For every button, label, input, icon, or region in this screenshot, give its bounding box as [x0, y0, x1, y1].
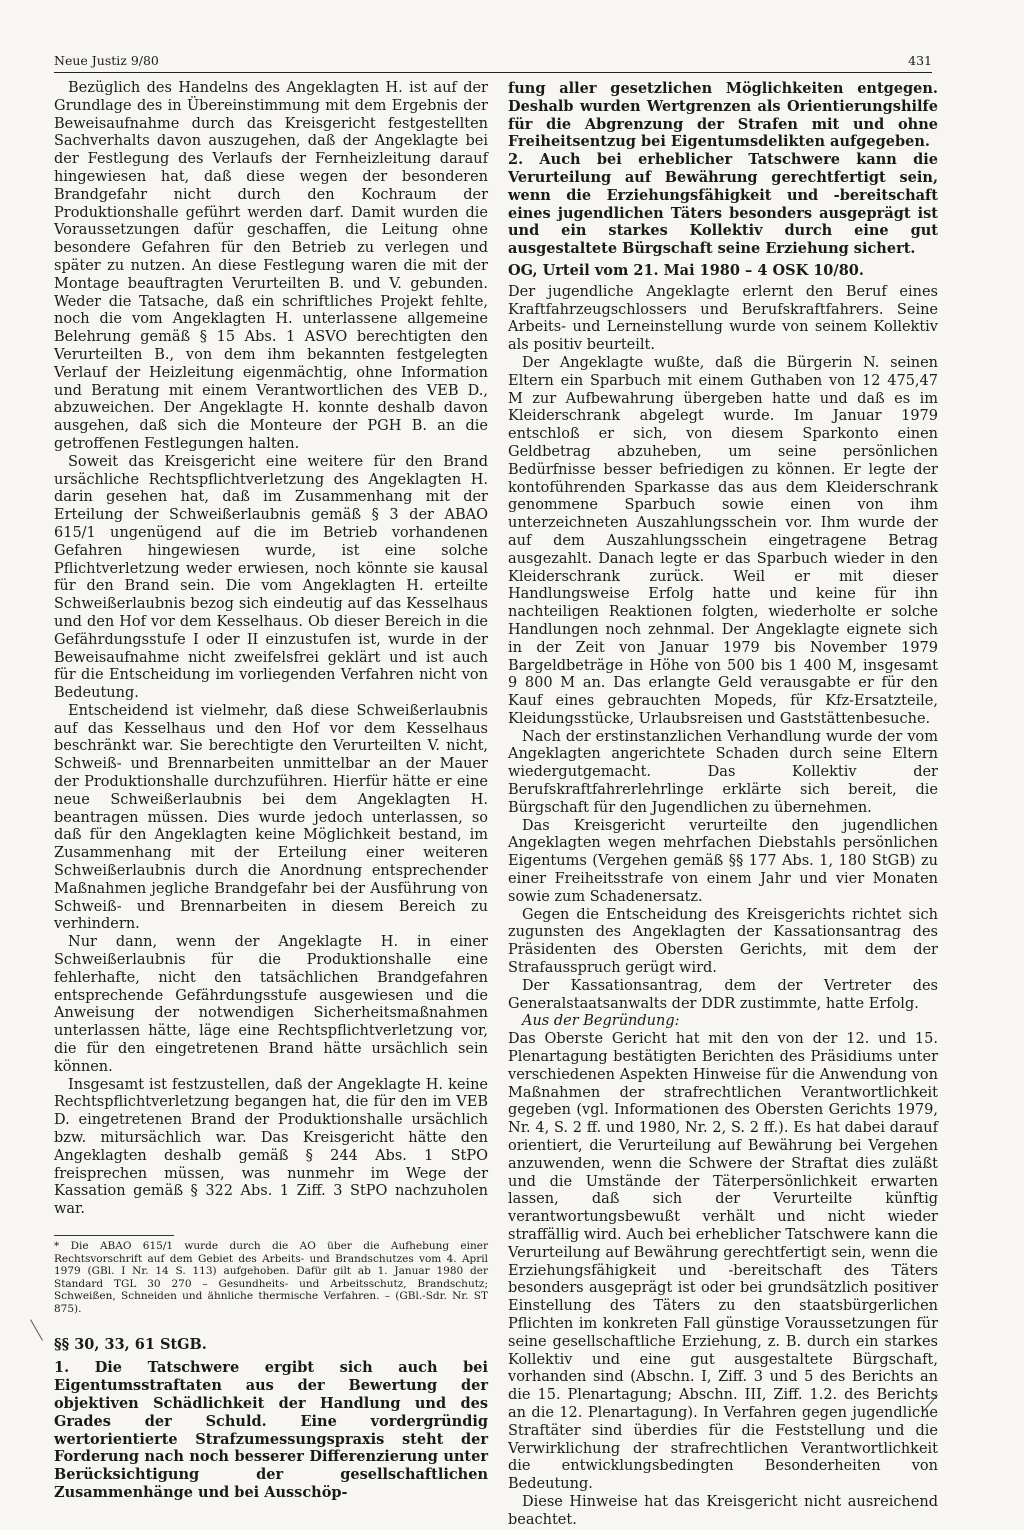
paragraph: Bezüglich des Handelns des Angeklagten H. ist auf der Grundlage des in Übereinstimmung mit dem Ergebnis der Beweisaufnahme durch das Kreisgericht festgestellten Sachverhalts davon auszugehen, daß der Angeklagte bei der Festlegung des Verlaufs der Fernheizleitung darauf hingewiesen hat, daß diese wegen der besonderen Brandgefahr nicht durch den Kochraum der Produktionshalle geführt werden darf. Damit wurden die Voraussetzungen dafür geschaffen, die Leitung ohne besondere Gefahren für den Betrieb zu verlegen und später zu nutzen. An diese Festlegung waren die mit der Montage beauftragten Verurteilten B. und V. gebunden. Weder die Tatsache, daß ein schriftliches Projekt fehlte, noch die vom Angeklagten H. unterlassene allgemeine Belehrung gemäß § 15 Abs. 1 ASVO berechtigten den Verurteilten B., von dem ihm bekannten festgelegten Verlauf der Heizleitung eigenmächtig, ohne Information und Beratung mit einem Verantwortlichen des VEB D., abzuweichen. Der Angeklagte H. konnte deshalb davon ausgehen, daß sich die Monteure der PGH B. an die getroffenen Festlegungen halten.	[54, 80, 488, 452]
headnote-2: 2. Auch bei erheblicher Tatschwere kann die Verurteilung auf Bewährung gerechtfertigt sein, wenn die Erziehungsfähigkeit und -bereitschaft eines jugendlichen Täters besonders ausgeprägt ist und ein starkes Kollektiv durch eine gut ausgestaltete Bürgschaft seine Erziehung sichert.	[508, 151, 938, 258]
paragraph: Nur dann, wenn der Angeklagte H. in einer Schweißerlaubnis für die Produktionshalle eine fehlerhafte, nicht den tatsächlichen Brandgefahren entsprechende Gefährdungsstufe ausgewiesen und die Anweisung der notwendigen Sicherheitsmaßnahmen unterlassen hätte, läge eine Rechtspflichtverletzung vor, die für den eingetretenen Brand hätte ursächlich sein können.	[54, 934, 488, 1075]
paragraph: Der jugendliche Angeklagte erlernt den Beruf eines Kraftfahrzeugschlossers und Berufskraftfahrers. Seine Arbeits- und Lerneinstellung wurde von seinem Kollektiv als positiv beurteilt.	[508, 283, 938, 354]
headnote-1-continued: fung aller gesetzlichen Möglichkeiten entgegen. Deshalb wurden Wertgrenzen als Orientierungshilfe für die Abgrenzung der Strafen mit und ohne Freiheitsentzug bei Eigentumsdelikten aufgegeben.	[508, 80, 938, 151]
paragraph: Der Angeklagte wußte, daß die Bürgerin N. seinen Eltern ein Sparbuch mit einem Guthaben von 12 475,47 M zur Aufbewahrung übergeben hatte und daß es im Kleiderschrank abgelegt wurde. Im Januar 1979 entschloß er sich, von diesem Sparkonto einen Geldbetrag abzuheben, um seine persönlichen Bedürfnisse besser befriedigen zu können. Er legte der kontoführenden Sparkasse das aus dem Kleiderschrank genommene Sparbuch sowie einen von ihm unterzeichneten Auszahlungsschein vor. Ihm wurde der auf dem Auszahlungsschein eingetragene Betrag ausgezahlt. Danach legte er das Sparbuch wieder in den Kleiderschrank zurück. Weil er mit dieser Handlungsweise Erfolg hatte und keine für ihn nachteiligen Reaktionen folgten, wiederholte er solche Handlungen noch zehnmal. Der Angeklagte eignete sich in der Zeit von Januar 1979 bis November 1979 Bargeldbeträge in Höhe von 500 bis 1 400 M, insgesamt 9 800 M an. Das erlangte Geld verausgabte er für den Kauf eines gebrauchten Mopeds, für Kfz-Ersatzteile, Kleidungsstücke, Urlaubsreisen und Gaststättenbesuche.	[508, 354, 938, 727]
law-heading: §§ 30, 33, 61 StGB.	[54, 1335, 207, 1353]
footnote: * Die ABAO 615/1 wurde durch die AO über die Aufhebung einer Rechtsvorschrift auf dem Gebiet des Arbeits- und Brandschutzes vom 4. April 1979 (GBl. I Nr. 14 S. 113) aufgehoben. Dafür gilt ab 1. Januar 1980 der Standard TGL 30 270 – Gesundheits- und Arbeitsschutz, Brandschutz; Schweißen, Schneiden und ähnliche thermische Verfahren. – (GBl.-Sdr. Nr. ST 875).	[54, 1240, 488, 1315]
journal-title: Neue Justiz 9/80	[54, 53, 159, 68]
paragraph: Das Kreisgericht verurteilte den jugendlichen Angeklagten wegen mehrfachen Diebstahls persönlichen Eigentums (Vergehen gemäß §§ 177 Abs. 1, 180 StGB) zu einer Freiheitsstrafe von einem Jahr und vier Monaten sowie zum Schadenersatz.	[508, 817, 938, 905]
page-number: 431	[908, 53, 932, 68]
reasons-heading: Aus der Begründung:	[522, 1013, 680, 1030]
left-column	[54, 80, 488, 1502]
paragraph: Der Kassationsantrag, dem der Vertreter des Generalstaatsanwalts der DDR zustimmte, hatte Erfolg.	[508, 977, 938, 1012]
paragraph: Soweit das Kreisgericht eine weitere für den Brand ursächliche Rechtspflichtverletzung des Angeklagten H. darin gesehen hat, daß im Zusammenhang mit der Erteilung der Schweißerlaubnis gemäß § 3 der ABAO 615/1 ungenügend auf die im Betrieb vorhandenen Gefahren hingewiesen wurde, ist eine solche Pflichtverletzung weder erwiesen, noch könnte sie kausal für den Brand sein. Die vom Angeklagten H. erteilte Schweißerlaubnis bezog sich eindeutig auf das Kesselhaus und den Hof vor dem Kesselhaus. Ob dieser Bereich in die Gefährdungsstufe I oder II einzustufen ist, wurde in der Beweisaufnahme nicht zweifelsfrei geklärt und ist auch für die Entscheidung im vorliegenden Verfahren nicht von Bedeutung.	[54, 453, 488, 702]
page-header	[54, 46, 932, 73]
paragraph: Nach der erstinstanzlichen Verhandlung wurde der vom Angeklagten angerichtete Schaden durch seine Eltern wiedergutgemacht. Das Kollektiv der Berufskraftfahrerlehrlinge erklärte sich bereit, die Bürgschaft für den Jugendlichen zu übernehmen.	[508, 728, 938, 816]
paragraph: Gegen die Entscheidung des Kreisgerichts richtet sich zugunsten des Angeklagten der Kassationsantrag des Präsidenten des Obersten Gerichts, mit dem der Strafausspruch gerügt wird.	[508, 906, 938, 977]
paragraph: Das Oberste Gericht hat mit den von der 12. und 15. Plenartagung bestätigten Berichten des Präsidiums unter verschiedenen Aspekten Hinweise für die Anwendung von Maßnahmen der strafrechtlichen Verantwortlichkeit gegeben (vgl. Informationen des Obersten Gerichts 1979, Nr. 4, S. 2 ff. und 1980, Nr. 2, S. 2 ff.). Es hat dabei darauf orientiert, die Verurteilung auf Bewährung bei Vergehen anzuwenden, wenn die Schwere der Straftat dies zuläßt und die Umstände der Täterpersönlichkeit erwarten lassen, daß sich der Verurteilte künftig verantwortungsbewußt verhält und nicht wieder straffällig wird. Auch bei erheblicher Tatschwere kann die Verurteilung auf Bewährung gerechtfertigt sein, wenn die Erziehungsfähigkeit und -bereitschaft des Täters besonders ausgeprägt ist oder bei grundsätzlich positiver Einstellung des Täters zu den staatsbürgerlichen Pflichten im konkreten Fall günstige Voraussetzungen für seine gesellschaftliche Erziehung, z. B. durch ein starkes Kollektiv und eine gut ausgestaltete Bürgschaft, vorhanden sind (Abschn. I, Ziff. 3 und 5 des Berichts an die 15. Plenartagung; Abschn. III, Ziff. 1.2. des Berichts an die 12. Plenartagung). In Verfahren gegen jugendliche Straftäter sind überdies für die Feststellung und die Verwirklichung der strafrechtlichen Verantwortlichkeit die entwicklungsbedingten Besonderheiten von Bedeutung.	[508, 1031, 938, 1493]
court-citation: OG, Urteil vom 21. Mai 1980 – 4 OSK 10/80.	[508, 261, 864, 279]
headnote-1: 1. Die Tatschwere ergibt sich auch bei Eigentumsstraftaten aus der Bewertung der objektiven Schädlichkeit der Handlung und des Grades der Schuld. Eine vordergründig wertorientierte Strafzumessungspraxis steht der Forderung nach noch besserer Differenzierung unter Berücksichtigung der gesellschaftlichen Zusammenhänge und bei Ausschöp-	[54, 1359, 488, 1501]
right-column	[508, 80, 938, 1530]
pencil-mark	[30, 1319, 43, 1340]
paragraph: Insgesamt ist festzustellen, daß der Angeklagte H. keine Rechtspflichtverletzung begangen hat, die für den im VEB D. eingetretenen Brand der Produktionshalle ursächlich bzw. mitursächlich war. Das Kreisgericht hätte den Angeklagten deshalb gemäß § 244 Abs. 1 StPO freisprechen müssen, was nunmehr im Wege der Kassation gemäß § 322 Abs. 1 Ziff. 3 StPO nachzuholen war.	[54, 1076, 488, 1218]
footnote-divider	[54, 1235, 174, 1236]
paragraph: Diese Hinweise hat das Kreisgericht nicht ausreichend beachtet.	[508, 1493, 938, 1528]
paragraph: Entscheidend ist vielmehr, daß diese Schweißerlaubnis auf das Kesselhaus und den Hof vor dem Kesselhaus beschränkt war. Sie berechtigte den Verurteilten V. nicht, Schweiß- und Brennarbeiten unmittelbar an der Mauer der Produktionshalle durchzuführen. Hierfür hätte er eine neue Schweißerlaubnis bei dem Angeklagten H. beantragen müssen. Dies wurde jedoch unterlassen, so daß für den Angeklagten keine Möglichkeit bestand, im Zusammenhang mit der Erteilung einer weiteren Schweißerlaubnis durch die Anordnung entsprechender Maßnahmen jegliche Brandgefahr bei der Ausführung von Schweiß- und Brennarbeiten in diesem Bereich zu verhindern.	[54, 702, 488, 933]
